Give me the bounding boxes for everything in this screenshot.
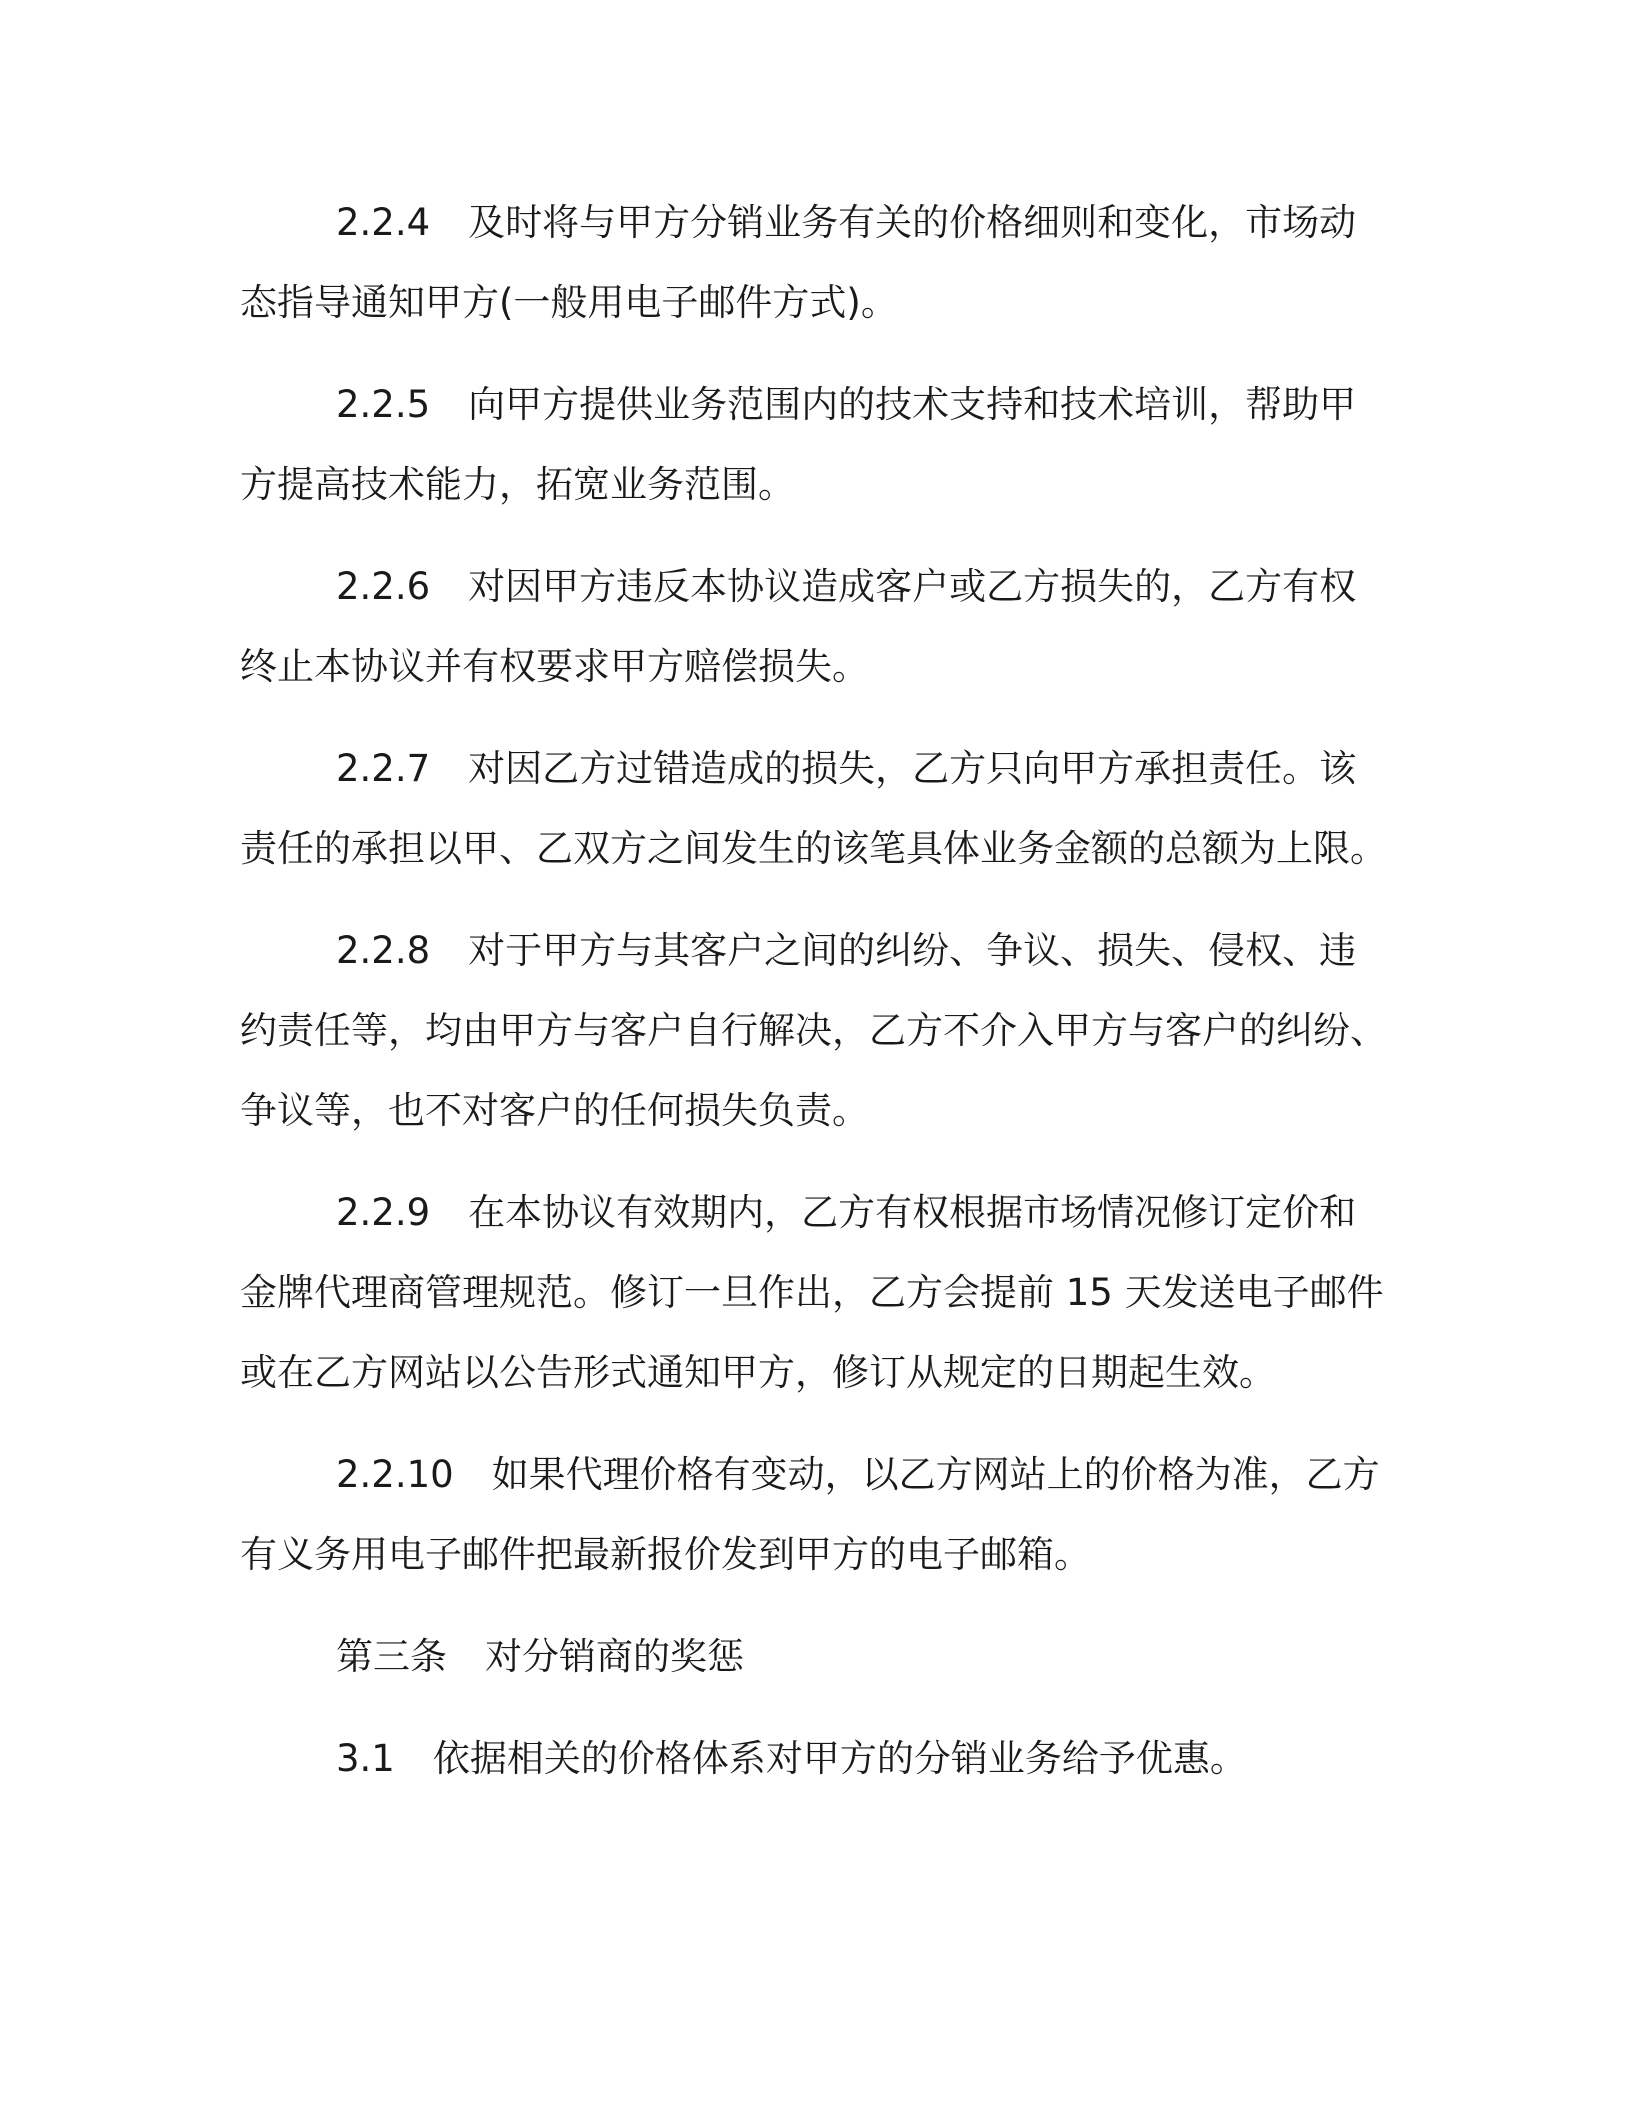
clause-number: 2.2.8	[336, 929, 431, 972]
clause-text: 向甲方提供业务范围内的技术支持和技术培训，帮助甲方提高技术能力，拓宽业务范围。	[240, 383, 1357, 506]
clause-number: 3.1	[336, 1737, 395, 1780]
clause-number: 2.2.10	[336, 1453, 454, 1496]
clause-text: 依据相关的价格体系对甲方的分销业务给予优惠。	[432, 1737, 1247, 1780]
clause-number: 2.2.4	[336, 201, 431, 244]
section-number: 第三条	[336, 1635, 447, 1678]
clause-text: 对因乙方过错造成的损失，乙方只向甲方承担责任。该责任的承担以甲、乙双方之间发生的该笔具体业务金额的总额为上限。	[240, 747, 1387, 870]
clause-number: 2.2.7	[336, 747, 431, 790]
clause-2-2-9	[240, 1173, 1390, 1413]
document-body	[240, 183, 1390, 1821]
clause-number: 2.2.5	[336, 383, 431, 426]
section-heading	[240, 1617, 1390, 1697]
clause-text: 如果代理价格有变动，以乙方网站上的价格为准，乙方有义务用电子邮件把最新报价发到甲方的电子邮箱。	[240, 1453, 1380, 1576]
clause-3-1	[240, 1719, 1390, 1799]
clause-text: 在本协议有效期内，乙方有权根据市场情况修订定价和金牌代理商管理规范。修订一旦作出，乙方会提前 15 天发送电子邮件或在乙方网站以公告形式通知甲方，修订从规定的日期起生效。	[240, 1191, 1384, 1394]
clause-number: 2.2.6	[336, 565, 431, 608]
clause-2-2-6	[240, 547, 1390, 707]
clause-text: 及时将与甲方分销业务有关的价格细则和变化，市场动态指导通知甲方(一般用电子邮件方式)。	[240, 201, 1357, 324]
clause-2-2-8	[240, 911, 1390, 1151]
clause-2-2-4	[240, 183, 1390, 343]
clause-text: 对因甲方违反本协议造成客户或乙方损失的，乙方有权终止本协议并有权要求甲方赔偿损失。	[240, 565, 1357, 688]
section-title: 对分销商的奖惩	[485, 1635, 744, 1678]
clause-2-2-7	[240, 729, 1390, 889]
clause-2-2-10	[240, 1435, 1390, 1595]
clause-number: 2.2.9	[336, 1191, 431, 1234]
clause-text: 对于甲方与其客户之间的纠纷、争议、损失、侵权、违约责任等，均由甲方与客户自行解决，乙方不介入甲方与客户的纠纷、争议等，也不对客户的任何损失负责。	[240, 929, 1387, 1132]
clause-2-2-5	[240, 365, 1390, 525]
